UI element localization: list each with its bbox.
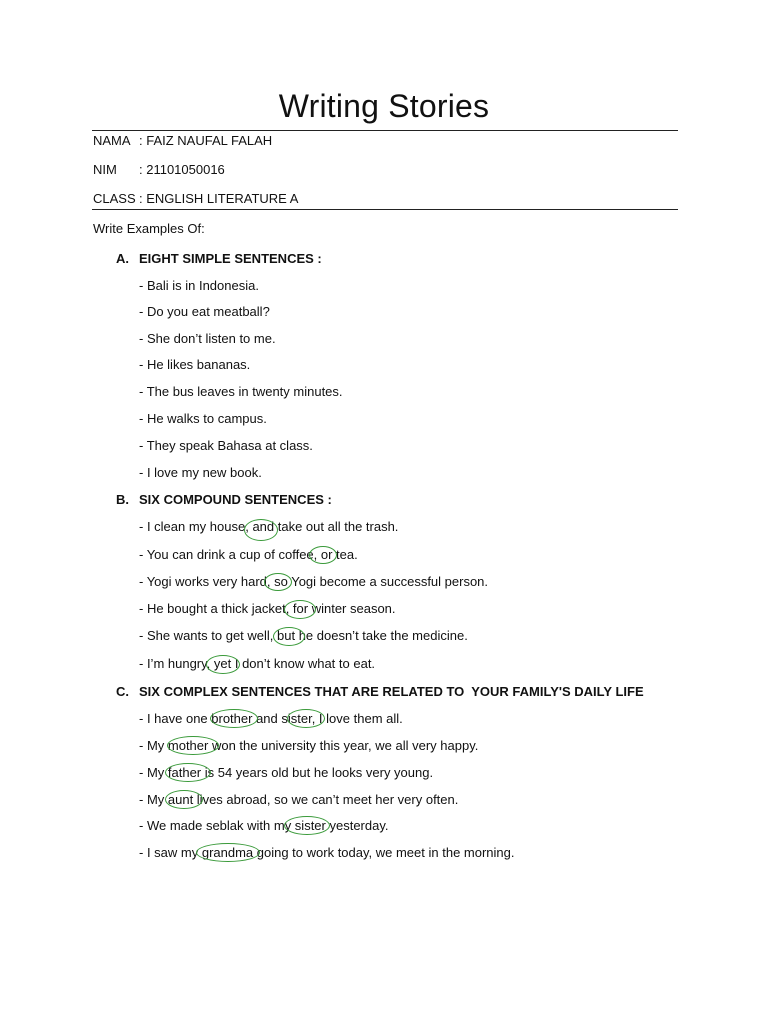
list-item: - The bus leaves in twenty minutes. (139, 384, 343, 399)
list-item: - My mother won the university this year, we all very happy. (139, 738, 479, 753)
info-row-class (93, 191, 298, 207)
info-row-nama (93, 133, 272, 149)
list-item: - She don’t listen to me. (139, 331, 276, 346)
list-item: - My father is 54 years old but he looks very young. (139, 765, 434, 780)
list-item: - I love my new book. (139, 465, 262, 480)
section-heading-text: SIX COMPOUND SENTENCES : (139, 492, 332, 507)
header-top-rule (92, 130, 678, 131)
list-item: - Yogi works very hard, so Yogi become a successful person. (139, 574, 489, 589)
section-heading-a (116, 251, 322, 267)
list-item: - I saw my grandma going to work today, we meet in the morning. (139, 845, 515, 860)
info-row-nim (93, 162, 225, 178)
info-label: NIM (93, 162, 117, 177)
list-item: - He likes bananas. (139, 357, 251, 372)
header-bottom-rule (92, 209, 678, 210)
list-item: - She wants to get well, but he doesn’t take the medicine. (139, 628, 468, 643)
section-letter: C. (116, 684, 129, 699)
section-letter: B. (116, 492, 129, 507)
list-item: - My aunt lives abroad, so we can’t meet her very often. (139, 792, 459, 807)
info-label: CLASS (93, 191, 136, 206)
list-item: - We made seblak with my sister yesterday. (139, 818, 389, 833)
list-item: - They speak Bahasa at class. (139, 438, 313, 453)
list-item: - He bought a thick jacket, for winter season. (139, 601, 396, 616)
section-heading-text: SIX COMPLEX SENTENCES THAT ARE RELATED TO YOUR FAMILY'S DAILY LIFE (139, 684, 644, 699)
list-item: - You can drink a cup of coffee, or tea. (139, 547, 358, 562)
list-item: - I’m hungry, yet I don’t know what to eat. (139, 656, 376, 671)
document-title: Writing Stories (278, 88, 490, 124)
list-item: - Do you eat meatball? (139, 304, 270, 319)
section-letter: A. (116, 251, 129, 266)
list-item: - I clean my house, and take out all the trash. (139, 519, 399, 534)
list-item: - Bali is in Indonesia. (139, 278, 259, 293)
section-heading-text: EIGHT SIMPLE SENTENCES : (139, 251, 322, 266)
info-label: NAMA (93, 133, 131, 148)
info-value: : ENGLISH LITERATURE A (139, 191, 299, 206)
section-heading-c (116, 684, 644, 700)
info-value: : 21101050016 (139, 162, 225, 177)
list-item: - He walks to campus. (139, 411, 267, 426)
info-value: : FAIZ NAUFAL FALAH (139, 133, 273, 148)
list-item: - I have one brother and sister, I love them all. (139, 711, 403, 726)
section-heading-b (116, 492, 332, 508)
intro-text: Write Examples Of: (93, 221, 205, 236)
